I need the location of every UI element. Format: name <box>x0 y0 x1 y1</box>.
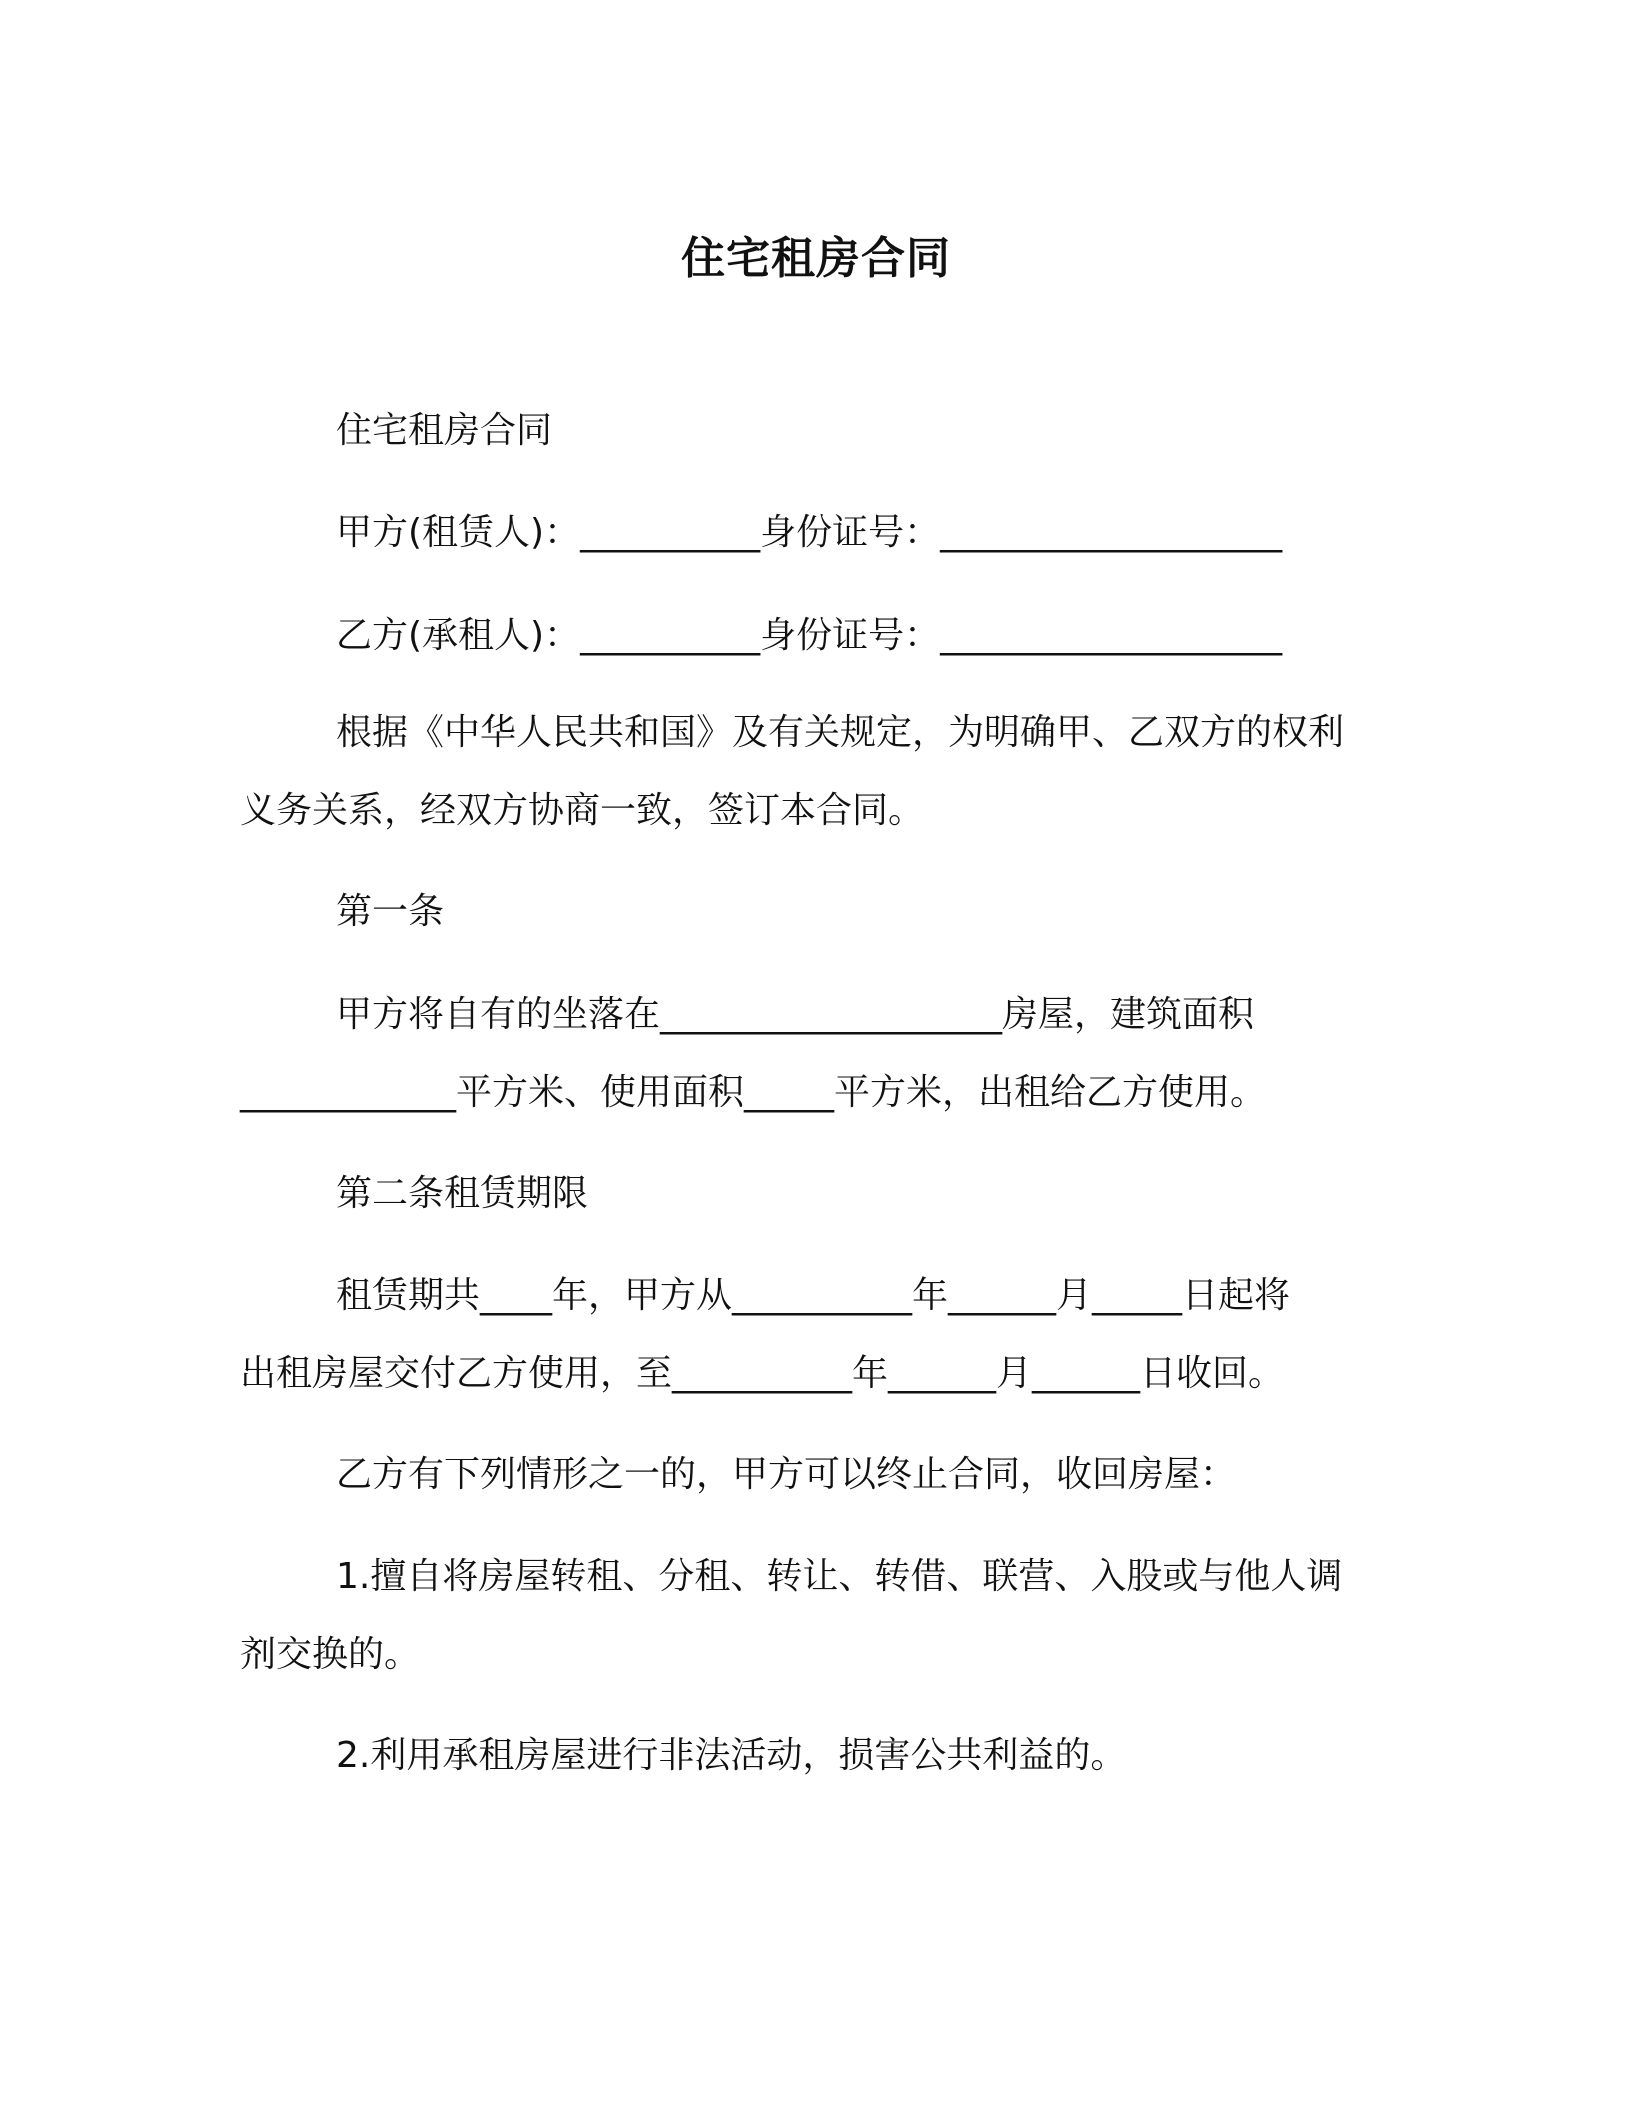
termination-item-1 <box>240 1538 1390 1694</box>
line: 出租房屋交付乙方使用，至__________年______月______日收回。 <box>240 1353 1285 1394</box>
article-1-body <box>240 976 1390 1132</box>
line: 乙方(承租人)：__________身份证号：___________________ <box>336 615 1283 656</box>
subtitle <box>240 392 1390 470</box>
line: 甲方将自有的坐落在___________________房屋，建筑面积 <box>336 994 1255 1035</box>
line: 甲方(租赁人)：__________身份证号：___________________ <box>336 512 1283 553</box>
termination-item-2 <box>240 1717 1390 1795</box>
article-2-heading <box>240 1155 1390 1233</box>
line: 第二条租赁期限 <box>336 1173 589 1214</box>
preamble-paragraph <box>240 694 1390 850</box>
line: 义务关系，经双方协商一致，签订本合同。 <box>240 790 925 831</box>
line: 2.利用承租房屋进行非法活动，损害公共利益的。 <box>336 1735 1127 1776</box>
line: 剂交换的。 <box>240 1634 421 1675</box>
line: 乙方有下列情形之一的，甲方可以终止合同，收回房屋： <box>336 1454 1237 1495</box>
party-a-line <box>240 494 1390 572</box>
line: 租赁期共____年，甲方从__________年______月_____日起将 <box>336 1275 1291 1316</box>
line: 住宅租房合同 <box>336 410 553 451</box>
article-2-body <box>240 1257 1390 1413</box>
article-1-heading <box>240 873 1390 951</box>
termination-intro <box>240 1436 1390 1514</box>
line: ____________平方米、使用面积_____平方米，出租给乙方使用。 <box>240 1072 1267 1113</box>
line: 1.擅自将房屋转租、分租、转让、转借、联营、入股或与他人调 <box>336 1556 1343 1597</box>
document-title: 住宅租房合同 <box>681 233 951 284</box>
line: 根据《中华人民共和国》及有关规定，为明确甲、乙双方的权利 <box>336 712 1345 753</box>
line: 第一条 <box>336 891 445 932</box>
party-b-line <box>240 597 1390 675</box>
